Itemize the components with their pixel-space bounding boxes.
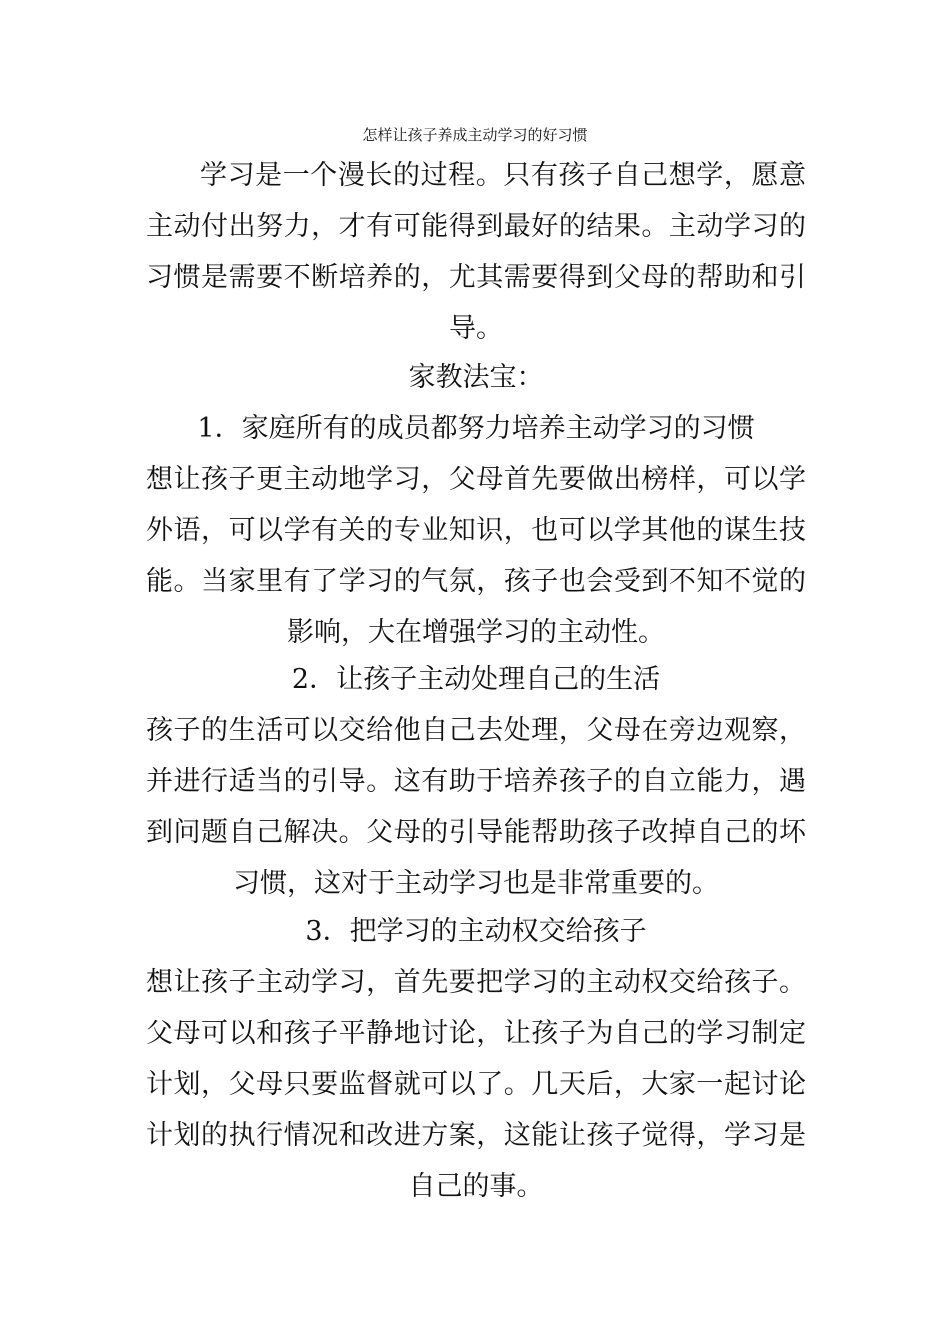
section-1-paragraph: 想让孩子更主动地学习，父母首先要做出榜样，可以学外语，可以学有关的专业知识，也可以学其他的谋生技能。当家里有了学习的气氛，孩子也会受到不知不觉的影响，大在增强学习的主动性。 — [146, 464, 806, 648]
section-2-heading: 2．让孩子主动处理自己的生活 — [291, 664, 661, 695]
section-1-heading: 1．家庭所有的成员都努力培养主动学习的习惯 — [197, 413, 755, 444]
section-2-paragraph: 孩子的生活可以交给他自己去处理，父母在旁边观察，并进行适当的引导。这有助于培养孩子的自立能力，遇到问题自己解决。父母的引导能帮助孩子改掉自己的坏习惯，这对于主动学习也是非常重要的。 — [146, 715, 806, 899]
section-3-paragraph: 想让孩子主动学习，首先要把学习的主动权交给孩子。父母可以和孩子平静地讨论，让孩子为自己的学习制定计划，父母只要监督就可以了。几天后，大家一起讨论计划的执行情况和改进方案，这能让孩子觉得，学习是自己的事。 — [146, 967, 806, 1202]
intro-paragraph: 学习是一个漫长的过程。只有孩子自己想学，愿意主动付出努力，才有可能得到最好的结果。主动学习的习惯是需要不断培养的，尤其需要得到父母的帮助和引导。 — [146, 160, 806, 344]
section-3-heading: 3．把学习的主动权交给孩子 — [305, 916, 647, 947]
tips-label: 家教法宝： — [408, 362, 544, 393]
document-title: 怎样让孩子养成主动学习的好习惯 — [362, 126, 588, 144]
